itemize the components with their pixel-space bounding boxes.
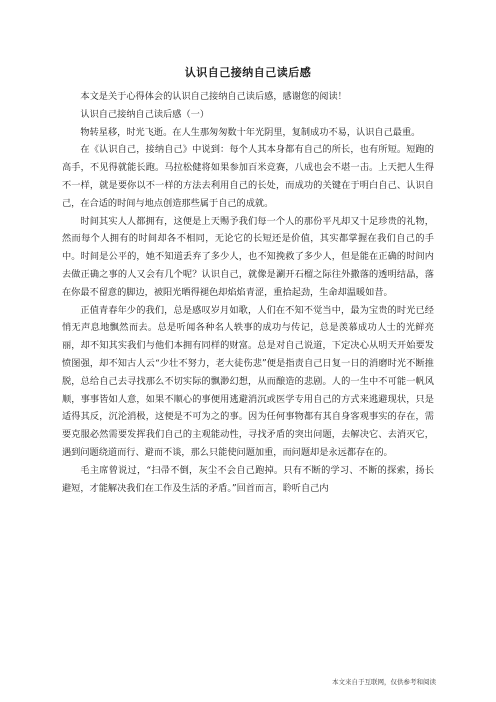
document-title: 认识自己接纳自己读后感 (184, 66, 312, 79)
paragraph: 物转星移，时光飞逝。在人生那匆匆数十年光阴里，复制成功不易，认识自己最重。 (80, 126, 421, 138)
paragraph: 时间其实人人都拥有，这便是上天赐予我们每一个人的那份平凡却又十足珍贵的礼物，然而每个人拥有的时间却各不相同，无论它的长短还是价值，其实都掌握在我们自己的手中。时间是公平的，她不知道丢弃了多少人，也不知挽救了多少人，但是能在正确的时间内去做正确之事的人又会有几个呢？认识自己，就像是涮开石榴之际往外撒落的透明结晶，落在你最不留意的脚边，被阳光晒得褪色却焰焰青涩，重拾起劲，生命却温暖如昔。 (62, 215, 434, 298)
page-footer-note: 本文来自于互联网，仅供参考和阅读 (332, 678, 436, 686)
paragraph-intro: 本文是关于心得体会的认识自己接纳自己读后感，感谢您的阅读！ (80, 91, 347, 102)
paragraph: 正值青春年少的我们，总是感叹岁月如歌，人们在不知不觉当中，最为宝贵的时光已经悄无声息地飘然而去。总是听闻各种名人轶事的成功与传记，总是羡慕成功人士的光鲜亮丽，却不知其实我们与他们本拥有同样的财富。总是对自己说道，下定决心从明天开始要发愤图强，却不知古人云“少壮不努力，老大徒伤悲”便是指责自己日复一日的消磨时光不断推脱，总给自己去寻找那么不切实际的飘渺幻想，从而酿造的悲剧。人的一生中不可能一帆风顺，事事皆如人意，如果不顺心的事便用逃避消沉或医学专用自己的方式来逃避现状，只是适得其反，沉沦消极，这便是不可为之的事。因为任何事物都有其自身客观事实的存在，需要克服必然需要发挥我们自己的主观能动性，寻找矛盾的突出问题，去解决它、去消灭它，遇到问题绕道而行、避而不谈，那么只能使问题加重，而问题却是永远都存在的。 (62, 304, 434, 458)
document-body (62, 88, 434, 497)
paragraph-section-heading: 认识自己接纳自己读后感（一） (80, 108, 210, 120)
paragraph: 毛主席曾说过，“扫帚不倒，灰尘不会自己跑掉。只有不断的学习、不断的探索，扬长避短，才能解决我们在工作及生活的矛盾。”回首而言，聆听自己内 (62, 464, 434, 494)
paragraph: 在《认识自己，接纳自己》中说到：每个人其本身都有自己的所长，也有所短。短跑的高手，不见得就能长跑。马拉松健将如果参加百米竞赛，八成也会不堪一击。上天把人生得不一样，就是要你以不一样的方法去利用自己的长处，而成功的关键在于明白自己、认识自己，在合适的时间与地点创造那些属于自己的成就。 (62, 144, 434, 209)
